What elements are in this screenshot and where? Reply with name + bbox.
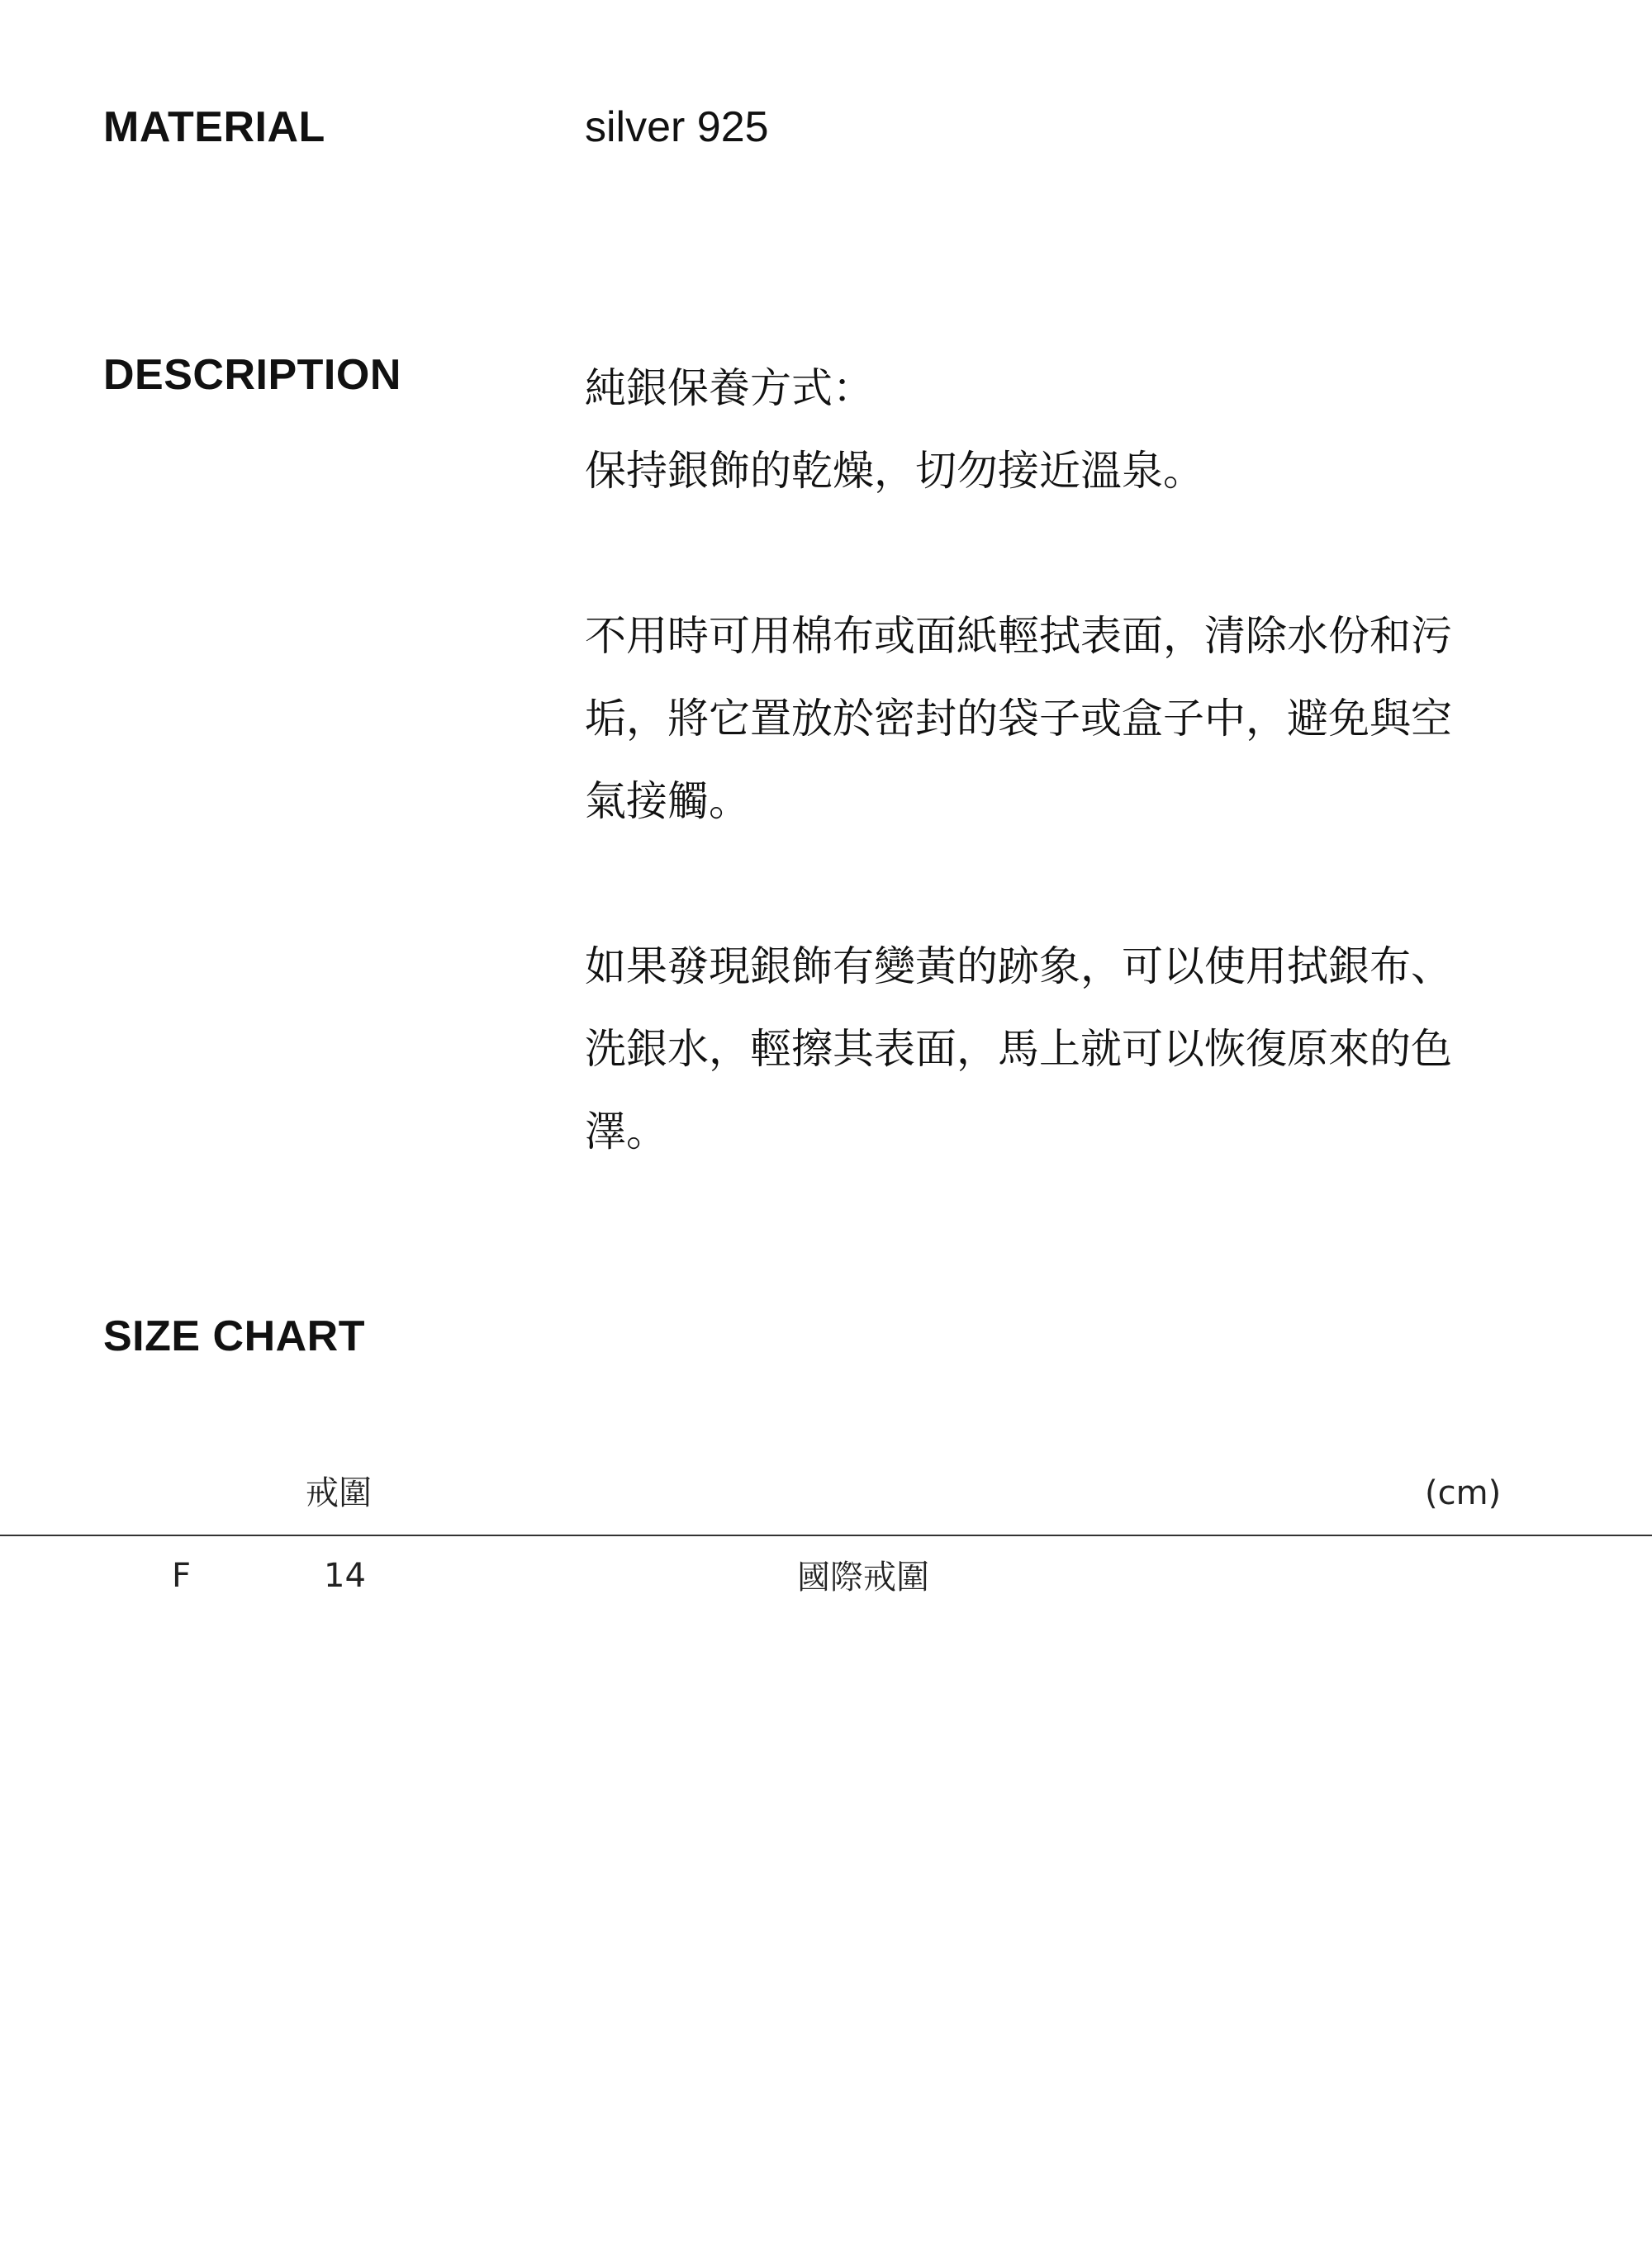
description-label: DESCRIPTION: [103, 351, 401, 399]
size-chart-divider: [0, 1535, 1652, 1536]
description-paragraph: [585, 925, 1559, 1173]
size-cell: F: [172, 1557, 192, 1595]
material-value: silver 925: [585, 103, 769, 151]
description-line: 保持銀飾的乾燥，切勿接近溫泉。: [585, 447, 1204, 495]
ring-size-cell: 14: [324, 1557, 366, 1595]
material-label: MATERIAL: [103, 103, 325, 151]
ring-size-header: 戒圍: [306, 1474, 372, 1512]
description-paragraph: [585, 595, 1559, 842]
description-line: 洗銀水，輕擦其表面，馬上就可以恢復原來的色: [585, 1025, 1452, 1073]
description-line: 垢，將它置放於密封的袋子或盒子中，避免與空: [585, 695, 1452, 743]
size-chart-label: SIZE CHART: [103, 1312, 365, 1360]
description-line: 純銀保養方式：: [585, 364, 874, 412]
description-paragraph: [585, 347, 1559, 512]
description-line: 氣接觸。: [585, 777, 750, 825]
unit-header: (cm): [1425, 1474, 1502, 1512]
description-body: [585, 347, 1559, 1255]
description-line: 澤。: [585, 1108, 667, 1155]
note-cell: 國際戒圍: [797, 1559, 929, 1597]
description-line: 不用時可用棉布或面紙輕拭表面，清除水份和污: [585, 612, 1452, 660]
description-line: 如果發現銀飾有變黃的跡象，可以使用拭銀布、: [585, 942, 1452, 990]
